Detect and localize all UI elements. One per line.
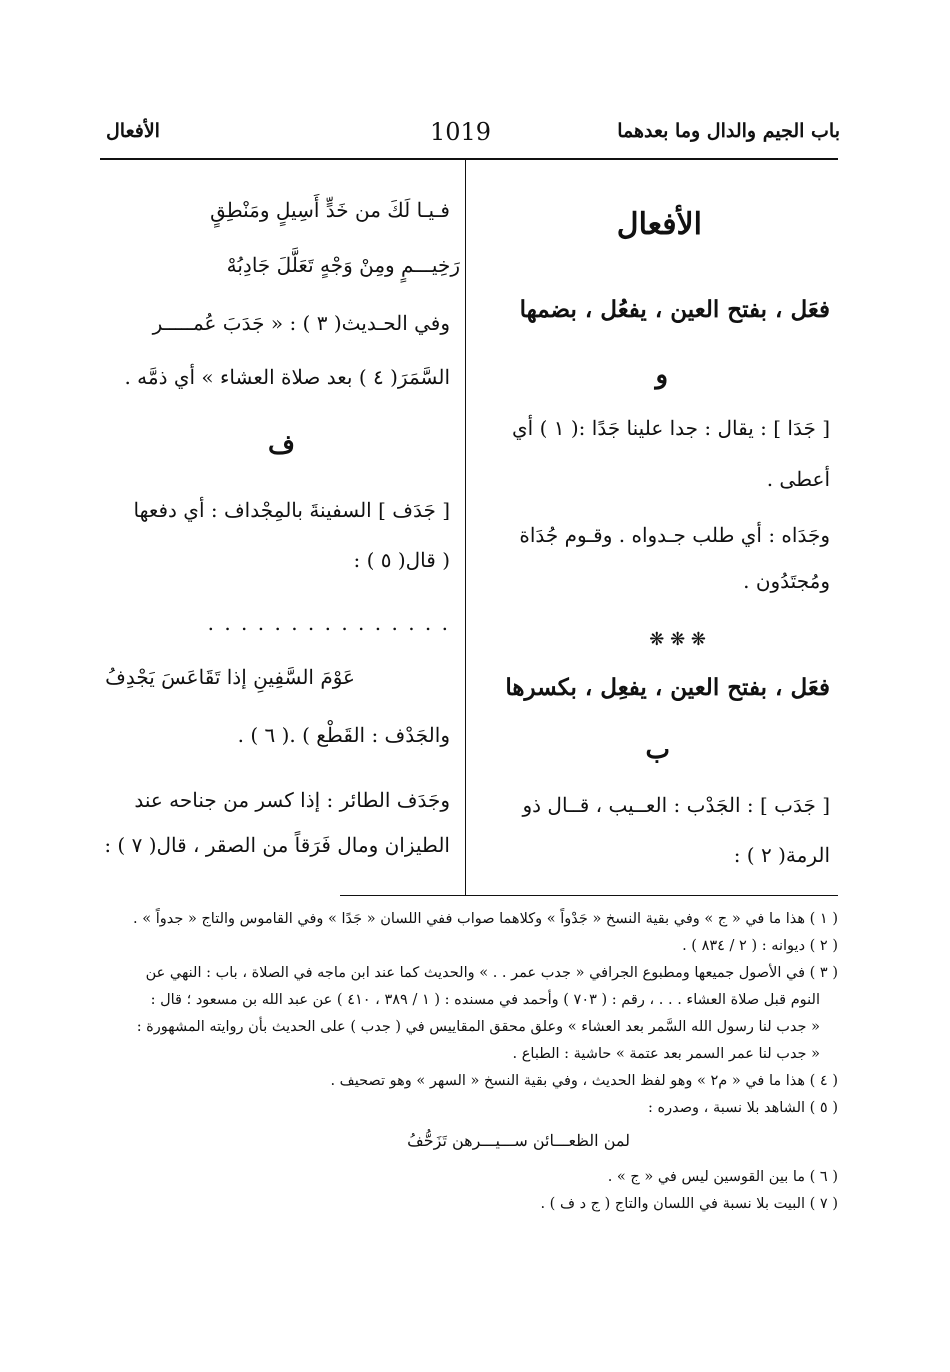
entry-jadab-line-1: [ جَدَب ] : الجَدْب : العــيب ، قــال ذو	[522, 793, 830, 817]
page-number: 1019	[430, 118, 492, 146]
verse-line-3: عَوْمَ السَّفِينِ إذا تَقَاعَسَ يَجْدِفُ	[105, 665, 355, 689]
footnote-2: ( ٢ ) ديوانه : ( ٢ / ٨٣٤ ) .	[682, 938, 838, 954]
footnote-1: ( ١ ) هذا ما في « ج » وفي بقية النسخ « جَدْواً » وكلاهما صواب ففي اللسان « جَدًا » وفي القاموس والتاج « جدواً » .	[133, 911, 838, 927]
entry-jada-line-1: [ جَدَا ] : يقال : جدا علينا جَدًا :( ١ ) أي	[512, 416, 830, 440]
footnote-3-cont-3: « جدب لنا عمر السمر بعد عتمة » حاشية : الطباع .	[512, 1046, 820, 1062]
footnote-5: ( ٥ ) الشاهد بلا نسبة ، وصدره :	[648, 1100, 838, 1116]
verse-line-2: رَخِيـــمٍ ومِنْ وَجْهٍ تَعَلَّلَ جَادِبُهْ	[226, 253, 460, 277]
footnote-6: ( ٦ ) ما بين القوسين ليس في « ج » .	[607, 1169, 838, 1185]
footnote-3-cont-2: « جدب لنا رسول الله السَّمر بعد العشاء » وعلق محقق المقاييس في ( جدب ) على الحديث بأن روايته المشهورة :	[136, 1019, 820, 1035]
running-header	[100, 118, 840, 158]
header-rule	[100, 158, 838, 160]
pattern-heading-1: فعَل ، بفتح العين ، يفعُل ، بضمها	[519, 296, 830, 323]
main-heading: الأفعال	[616, 207, 702, 242]
section-separator: ❋ ❋ ❋	[649, 629, 706, 650]
footnote-3-cont-1: النوم قبل صلاة العشاء . . . ، رقم : ( ٧٠٣ ) وأحمد في مسنده : ( ١ / ٣٨٩ ، ٤١٠ ) عن عبد الله بن مسعود ؛ قال :	[150, 992, 820, 1008]
entry-jadaf-line-1: [ جَدَف ] السفينةَ بالمِجْداف : أي دفعها	[133, 498, 450, 522]
section-title: باب الجيم والدال وما بعدهما	[617, 120, 840, 142]
pattern-heading-2: فعَل ، بفتح العين ، يفعِل ، بكسرها	[505, 674, 830, 701]
entry-jada-line-2: أعطى .	[766, 467, 830, 491]
chapter-title: الأفعال	[106, 120, 160, 142]
entry-jadaf-line-2: ( قال( ٥ ) :	[353, 548, 450, 572]
footnote-5-verse: لمن الظعـــائن ســـيـــرهن تَزَحُّفُ	[407, 1131, 630, 1150]
footnote-7: ( ٧ ) البيت بلا نسبة في اللسان والتاج ( ج د ف ) .	[540, 1196, 838, 1212]
hadith-line-1: وفي الحـديث( ٣ ) : « جَدَبَ عُمـــــر	[152, 311, 450, 335]
entry-jadab-line-2: الرمة( ٢ ) :	[733, 843, 830, 867]
entry-jadah-line-1: وجَدَاه : أي طلب جـدواه . وقـوم جُدَاة	[519, 523, 830, 547]
verse-line-1: فـيـا لَكَ من خَدٍّ أَسِيلٍ ومَنْطِقٍ	[210, 198, 450, 222]
hadith-line-2: السَّمَرَ( ٤ ) بعد صلاة العشاء » أي ذمَّه .	[124, 365, 450, 389]
entry-bird-line-2: الطيزان ومال فَرَقاً من الصقر ، قال( ٧ ) :	[104, 833, 450, 857]
footnote-4: ( ٤ ) هذا ما في « م٢ » وهو لفظ الحديث ، وفي بقية النسخ « السهر » وهو تصحيف .	[330, 1073, 838, 1089]
definition-jadf: والجَدْف : القَطْع ) .( ٦ ) .	[237, 723, 450, 747]
entry-jadah-line-2: ومُجتَدُون .	[743, 569, 830, 593]
footnote-rule	[340, 895, 838, 896]
letter-heading-fa: ف	[268, 430, 295, 460]
entry-bird-line-1: وجَدَف الطائر : إذا كسر من جناحه عند	[134, 788, 450, 812]
letter-heading-waw: و	[655, 360, 668, 390]
letter-heading-ba: ب	[645, 735, 670, 765]
footnote-3: ( ٣ ) في الأصول جميعها ومطبوع الجرافي « جدب عمر . . » والحديث كما عند ابن ماجه في الصلاة ، باب : النهي عن	[145, 965, 838, 981]
column-divider	[465, 160, 466, 895]
elided-verse-dots: . . . . . . . . . . . . . . .	[207, 611, 450, 635]
